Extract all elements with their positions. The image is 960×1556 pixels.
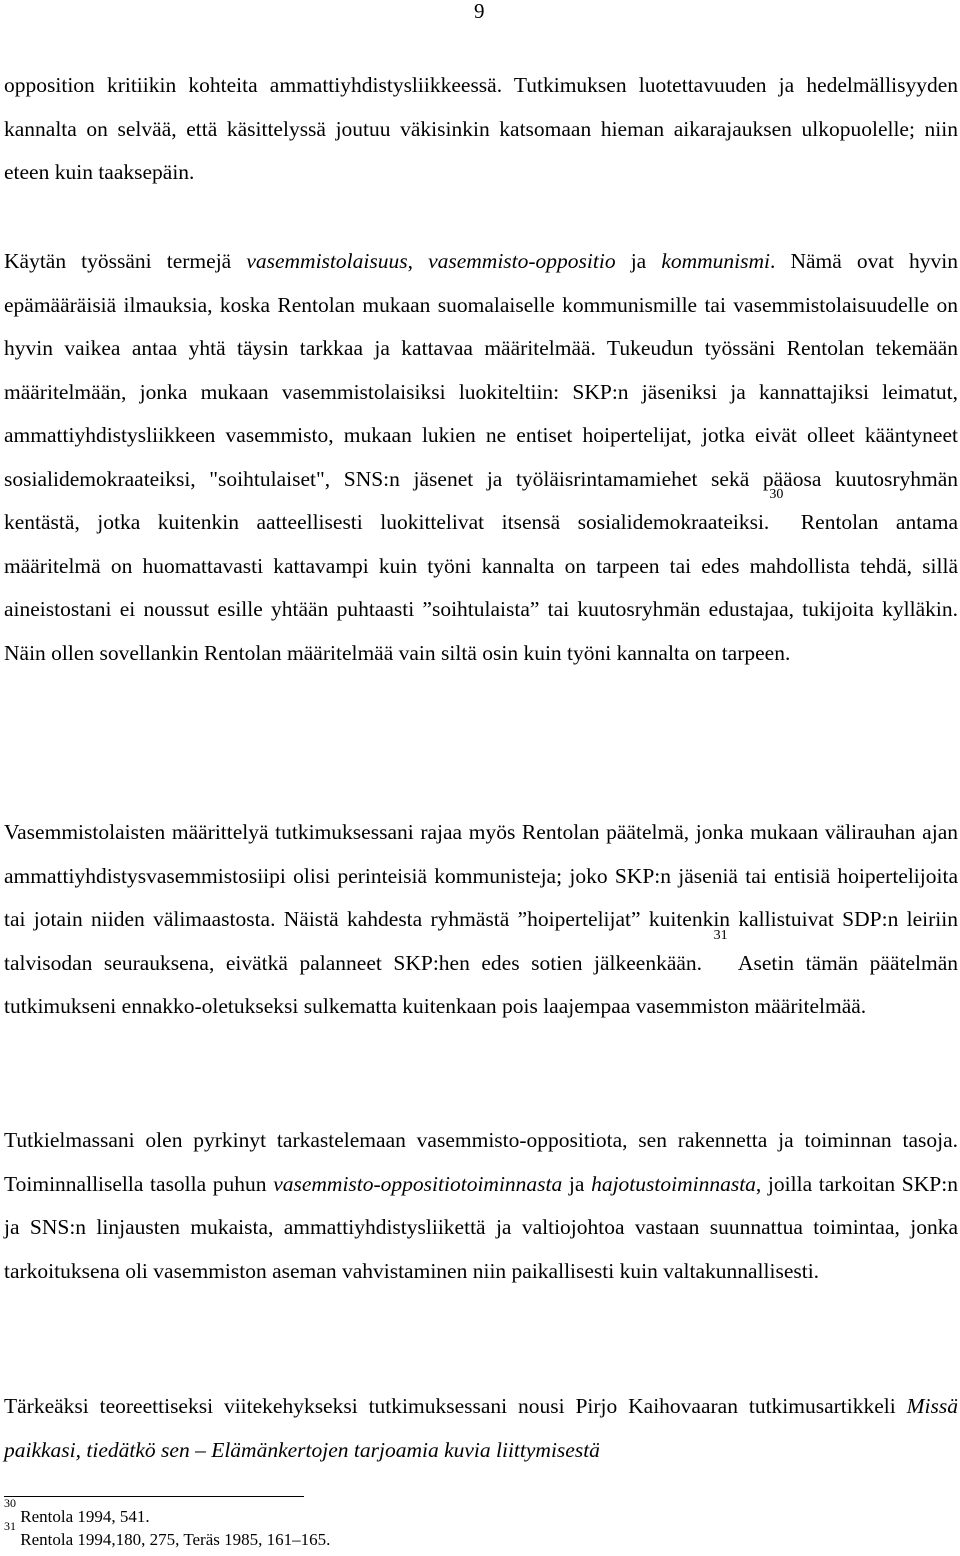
paragraph-1-text: opposition kritiikin kohteita ammattiyhdistysliikkeessä. Tutkimuksen luotettavuuden ja hedelmällisyyden kannalta on selvää, että käsittelyssä joutuu väkisinkin katsomaan hieman aikarajauksen ulkopuolelle; niin eteen kuin taaksepäin. [4,73,958,184]
footnote-text: Rentola 1994,180, 275, Teräs 1985, 161–165. [16,1530,331,1549]
term-vasemmisto-oppositio: vasemmisto-oppositio [428,249,616,273]
paragraph-3-text-b: Asetin tämän päätelmän tutkimukseni ennakko-oletukseksi sulkematta kuitenkaan pois laajempaa vasemmiston määritelmää. [4,950,958,1018]
paragraph-2-text-b: , [407,249,429,273]
paragraph-3 [4,811,958,1029]
footnote-ref-30[interactable]: 30 [769,487,784,502]
footnote-31 [4,1519,331,1550]
paragraph-2-text-a: Käytän työssäni termejä [4,249,247,273]
footnote-30 [4,1496,150,1527]
term-vasemmisto-oppositiotoiminta: vasemmisto-oppositiotoiminnasta [273,1171,563,1196]
term-kommunismi: kommunismi [661,249,770,273]
paragraph-4-text-b: ja [562,1171,592,1196]
footnote-number: 31 [4,1519,16,1533]
article-title: Missä paikkasi, tiedätkö sen – Elämänkertojen tarjoamia kuvia liittymisestä [4,1394,958,1462]
paragraph-3-text-a: Vasemmistolaisten määrittelyä tutkimuksessani rajaa myös Rentolan päätelmä, jonka mukaan välirauhan ajan ammattiyhdistysvasemmistosiipi olisi perinteisiä kommunisteja; joko SKP:n jäseniä tai entisiä hoipertelijoita tai jotain niiden välimaastosta. Näistä kahdesta ryhmästä ”hoipertelijat” kuitenkin kallistuivat SDP:n leiriin talvisodan seurauksena, eivätkä palanneet SKP:hen edes sotien jälkeenkään. [4,820,958,975]
paragraph-5-text-a: Tärkeäksi teoreettiseksi viitekehykseksi tutkimuksessani nousi Pirjo Kaihovaaran tutkimusartikkeli [4,1394,907,1418]
paragraph-4-text-a: Tutkielmassani olen pyrkinyt tarkastelemaan vasemmisto-oppositiota, sen rakennetta ja toiminnan tasoja. Toiminnallisella tasolla puhun [4,1128,958,1196]
footnote-ref-31[interactable]: 31 [713,927,728,943]
paragraph-2-text-c: ja [615,249,662,273]
footnote-number: 30 [4,1496,16,1510]
paragraph-2-text-d: . Nämä ovat hyvin epämääräisiä ilmauksia, koska Rentolan mukaan suomalaiselle kommunismille tai vasemmistolaisuudelle on hyvin vaikea antaa yhtä täysin tarkkaa ja kattavaa määritelmää. Tukeudun työssäni Rentolan tekemään määritelmään, jonka mukaan vasemmistolaisiksi luokiteltiin: SKP:n jäseniksi ja kannattajiksi leimatut, ammattiyhdistysliikkeen vasemmisto, mukaan lukien ne entiset hoipertelijat, jotka eivät olleet kääntyneet sosialidemokraateiksi, "soihtulaiset", SNS:n jäsenet ja työläisrintamamiehet sekä pääosa kuutosryhmän kentästä, jotka kuitenkin aatteellisesti luokittelivat itsensä sosialidemokraateiksi. [4,249,958,534]
paragraph-4 [4,1119,958,1293]
paragraph-4-text-c: , joilla tarkoitan SKP:n ja SNS:n linjausten mukaista, ammattiyhdistysliikettä ja valtiojohtoa vastaan suunnattua toimintaa, jonka tarkoituksena oli vasemmiston aseman vahvistaminen niin paikallisesti kuin valtakunnallisesti. [4,1171,958,1283]
paragraph-2-text-e: Rentolan antama määritelmä on huomattavasti kattavampi kuin työni kannalta on tarpeen tai edes mahdollista tehdä, sillä aineistostani ei noussut esille yhtään puhtaasti ”soihtulaista” tai kuutosryhmän edustajaa, tukijoita kylläkin. Näin ollen sovellankin Rentolan määritelmää vain siltä osin kuin työni kannalta on tarpeen. [4,510,958,665]
term-hajotustoiminta: hajotustoiminnasta [591,1171,756,1196]
footnote-divider [4,1496,304,1497]
paragraph-5 [4,1385,958,1472]
paragraph-1 [4,64,958,195]
paragraph-2 [4,240,958,675]
term-vasemmistolaisuus: vasemmistolaisuus [246,249,408,273]
footnote-text: Rentola 1994, 541. [16,1507,150,1526]
page-number: 9 [474,0,485,23]
